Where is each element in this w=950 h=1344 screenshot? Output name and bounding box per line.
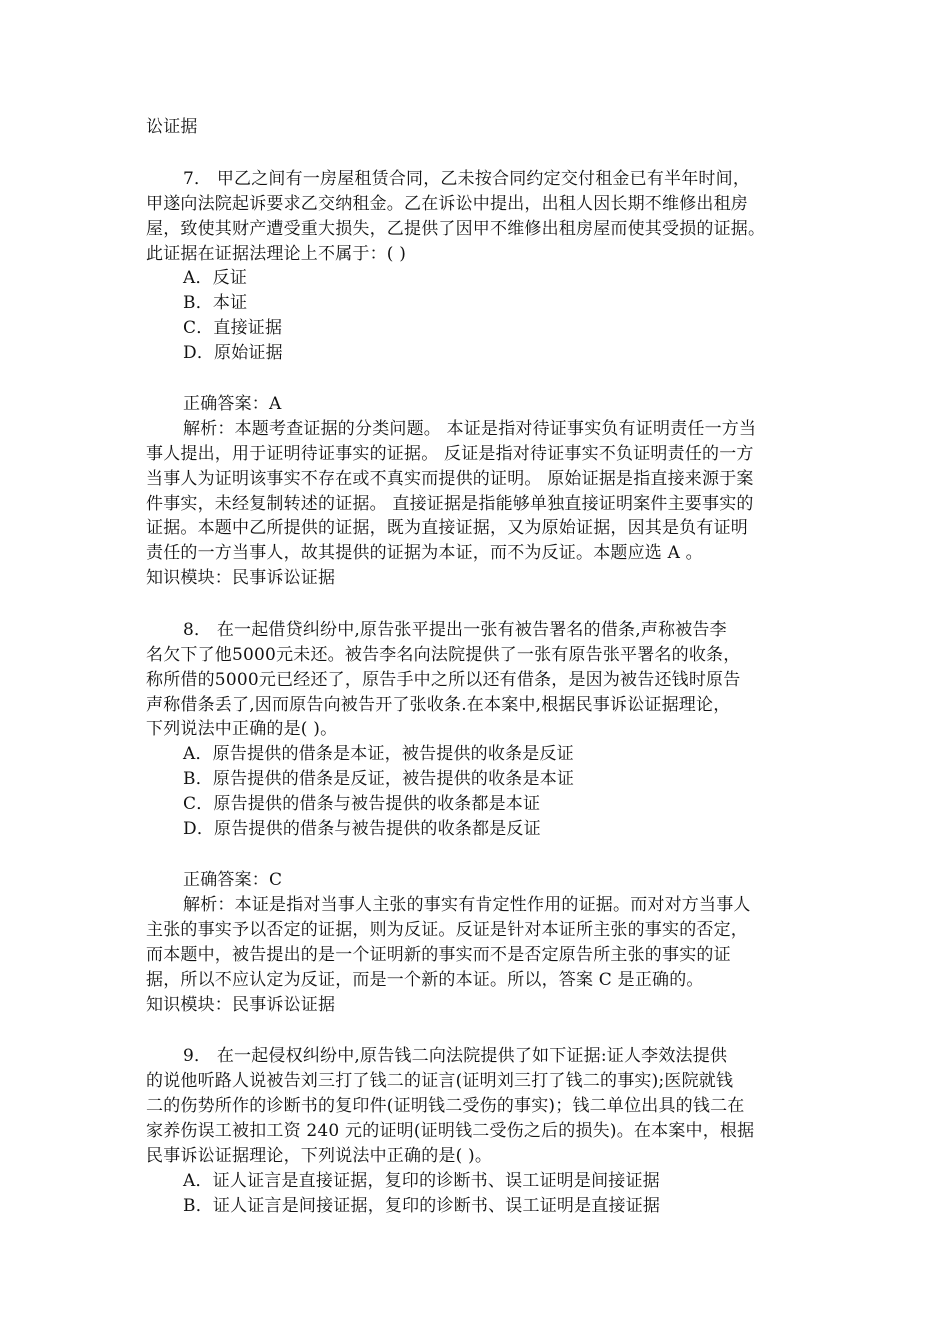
question-8-line-3: 称所借的5000元已经还了，原告手中之所以还有借条，是因为被告还钱时原告 xyxy=(146,670,741,690)
question-9-option-b: B．证人证言是间接证据，复印的诊断书、误工证明是直接证据 xyxy=(183,1196,661,1216)
question-8-option-b: B．原告提供的借条是反证，被告提供的收条是本证 xyxy=(183,769,575,789)
question-7-analysis-line-4: 件事实，未经复制转述的证据。 直接证据是指能够单独直接证明案件主要事实的 xyxy=(146,494,754,514)
question-7-option-d: D．原始证据 xyxy=(183,343,283,363)
question-8-line-1: 8． 在一起借贷纠纷中,原告张平提出一张有被告署名的借条,声称被告李 xyxy=(183,620,727,640)
continued-text: 讼证据 xyxy=(146,117,198,137)
question-9-line-3: 二的伤势所作的诊断书的复印件(证明钱二受伤的事实)；钱二单位出具的钱二在 xyxy=(146,1096,745,1116)
question-8-line-2: 名欠下了他5000元未还。被告李名向法院提供了一张有原告张平署名的收条， xyxy=(146,645,741,665)
question-7-line-1: 7． 甲乙之间有一房屋租赁合同，乙未按合同约定交付租金已有半年时间， xyxy=(183,169,751,189)
question-9-option-a: A．证人证言是直接证据，复印的诊断书、误工证明是间接证据 xyxy=(183,1171,660,1191)
question-8-line-5: 下列说法中正确的是( )。 xyxy=(146,719,338,739)
question-7-analysis-line-5: 证据。本题中乙所提供的证据，既为直接证据，又为原始证据，因其是负有证明 xyxy=(146,518,748,538)
question-7-option-a: A．反证 xyxy=(183,268,248,288)
question-7-line-3: 屋，致使其财产遭受重大损失，乙提供了因甲不维修出租房屋而使其受损的证据。 xyxy=(146,219,766,239)
question-8-option-d: D．原告提供的借条与被告提供的收条都是反证 xyxy=(183,819,541,839)
question-8-analysis-line-1: 解析：本证是指对当事人主张的事实有肯定性作用的证据。而对对方当事人 xyxy=(183,895,751,915)
question-7-line-2: 甲遂向法院起诉要求乙交纳租金。乙在诉讼中提出，出租人因长期不维修出租房 xyxy=(146,194,748,214)
question-7-knowledge-module: 知识模块：民事诉讼证据 xyxy=(146,568,336,588)
question-9-line-4: 家养伤误工被扣工资 240 元的证明(证明钱二受伤之后的损失)。在本案中，根据 xyxy=(146,1121,755,1141)
question-8-knowledge-module: 知识模块：民事诉讼证据 xyxy=(146,995,336,1015)
question-7-option-b: B．本证 xyxy=(183,293,248,313)
question-8-answer: 正确答案：C xyxy=(183,870,283,890)
question-9-line-5: 民事诉讼证据理论，下列说法中正确的是( )。 xyxy=(146,1146,493,1166)
question-8-line-4: 声称借条丢了,因而原告向被告开了张收条.在本案中,根据民事诉讼证据理论， xyxy=(146,695,731,715)
question-7-analysis-line-3: 当事人为证明该事实不存在或不真实而提供的证明。 原始证据是指直接来源于案 xyxy=(146,469,754,489)
question-8-option-a: A．原告提供的借条是本证，被告提供的收条是反证 xyxy=(183,744,574,764)
question-7-analysis-line-1: 解析：本题考查证据的分类问题。 本证是指对待证事实负有证明责任一方当 xyxy=(183,419,757,439)
question-7-analysis-line-2: 事人提出，用于证明待证事实的证据。 反证是指对待证事实不负证明责任的一方 xyxy=(146,444,754,464)
question-9-line-1: 9． 在一起侵权纠纷中,原告钱二向法院提供了如下证据:证人李效法提供 xyxy=(183,1046,728,1066)
question-8-analysis-line-2: 主张的事实予以否定的证据，则为反证。反证是针对本证所主张的事实的否定， xyxy=(146,920,748,940)
question-7-option-c: C．直接证据 xyxy=(183,318,283,338)
question-7-answer: 正确答案：A xyxy=(183,394,282,414)
question-8-analysis-line-4: 据，所以不应认定为反证，而是一个新的本证。所以，答案 C 是正确的。 xyxy=(146,970,704,990)
question-7-analysis-line-6: 责任的一方当事人，故其提供的证据为本证，而不为反证。本题应选 A 。 xyxy=(146,543,703,563)
question-8-option-c: C．原告提供的借条与被告提供的收条都是本证 xyxy=(183,794,541,814)
question-9-line-2: 的说他听路人说被告刘三打了钱二的证言(证明刘三打了钱二的事实);医院就钱 xyxy=(146,1071,734,1091)
question-7-line-4: 此证据在证据法理论上不属于：( ) xyxy=(146,244,407,264)
question-8-analysis-line-3: 而本题中，被告提出的是一个证明新的事实而不是否定原告所主张的事实的证 xyxy=(146,945,731,965)
